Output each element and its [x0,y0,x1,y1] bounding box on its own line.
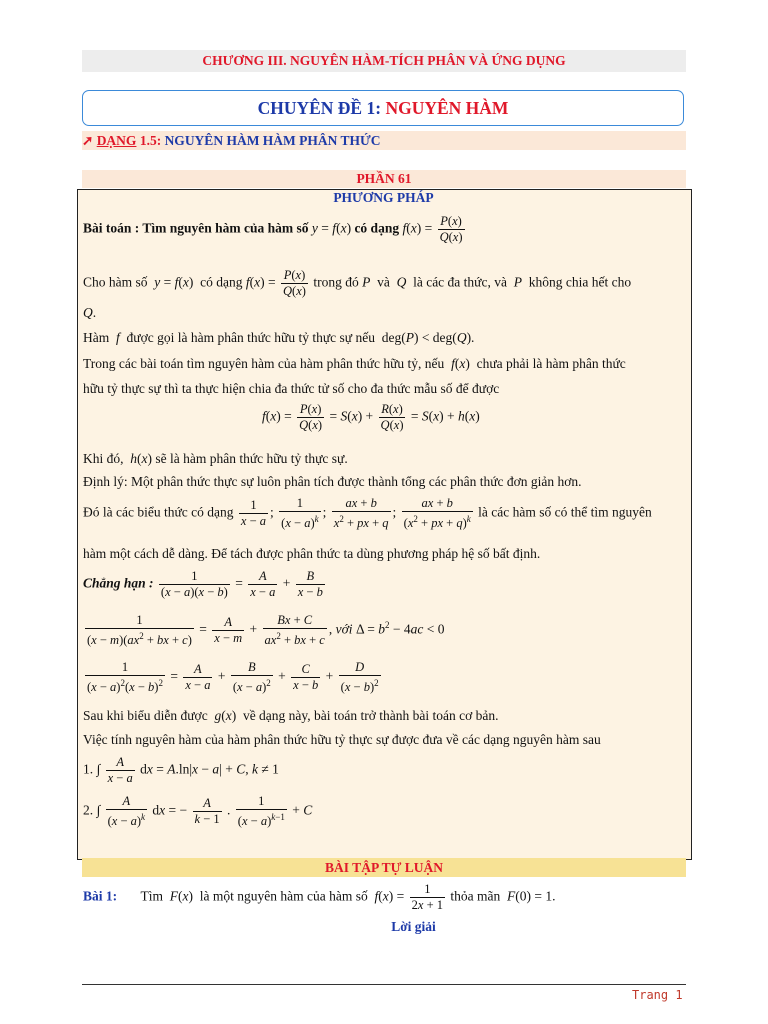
solution-label: Lời giải [391,919,436,934]
fraction-simple-1: $\frac{1}{x - a}$ [240,498,267,529]
fraction-pq: $\frac{P(x)}{Q(x)}$ [283,268,306,298]
text-fragment: và [377,274,390,290]
item-number: 1. [83,761,94,777]
example-3: $\frac{1}{(x - a)^2(x - b)^2}$ = $\frac{A}{x - a}$ + $\frac{B}{(x - a)^2}$ + $\frac{C}{x - b}$ + $\frac{D}{(x - b)^2}$ [87,660,379,695]
text-line: Sau khi biểu diễn được g(x) về dạng này, bài toán trở thành bài toán cơ bản. [83,708,499,723]
division-formula: f(x) = $\frac{P(x)}{Q(x)}$ = S(x) + $\frac{R(x)}{Q(x)}$ = S(x) + h(x) [262,402,480,432]
dang-heading [82,131,686,150]
fraction-pq: $\frac{P(x)}{Q(x)}$ [299,402,323,432]
example-1: Chẳng hạn : $\frac{1}{(x - a)(x - b)}$ = $\frac{A}{x - a}$ + $\frac{B}{x - b}$ [83,569,323,599]
exercise-heading: BÀI TẬP TỰ LUẬN [82,858,686,877]
problem-statement: Bài toán : Tìm nguyên hàm của hàm số y = f(x) có dạng f(x) = $\frac{P(x)}{Q(x)}$ [83,214,463,244]
dang-title: NGUYÊN HÀM HÀM PHÂN THỨC [164,133,381,148]
text-fragment: Cho hàm số [83,274,148,290]
fraction: $\frac{1}{2x + 1}$ [411,882,443,912]
method-title: PHƯƠNG PHÁP [333,190,434,205]
text-line: Trong các bài toán tìm nguyên hàm của hàm phân thức hữu tỷ, nếu f(x) chưa phải là hàm phân thức [83,356,626,371]
fraction: $\frac{A}{x - a}$ [250,569,276,599]
fraction-simple-3: $\frac{ax + b}{x^2 + px + q}$ [333,496,389,531]
with-label: với [335,621,353,637]
fraction-pq: $\frac{P(x)}{Q(x)}$ [439,214,463,244]
exercise-label: Bài 1: [83,888,118,904]
fraction: $\frac{A}{x - a}$ [107,755,133,785]
fraction: $\frac{1}{(x - m)(ax^2 + bx + c)}$ [87,613,192,648]
text-fragment: Hàm [83,330,110,345]
text-line: Q. [83,305,97,320]
fraction: $\frac{1}{(x - a)(x - b)}$ [160,569,228,599]
exercise-1: Bài 1: Tìm F(x) là một nguyên hàm của hàm số f(x) = $\frac{1}{2x + 1}$ thỏa mãn F(0) = 1. [83,882,556,912]
footer-divider [82,984,686,985]
formula-1: 1. ∫ $\frac{A}{x - a}$ dx = A.ln|x − a| + C, k ≠ 1 [83,755,279,785]
fraction: $\frac{A}{x - m}$ [214,615,243,646]
fraction-simple-4: $\frac{ax + b}{(x^2 + px + q)^k}$ [403,496,471,531]
dang-number: 1.5: [139,133,162,148]
text-fragment: chưa phải là hàm phân thức [476,356,626,371]
item-number: 2. [83,802,94,818]
text-fragment: trong đó [313,274,359,290]
text-fragment: là các đa thức, và [413,274,507,290]
pointer-icon: ➚ [82,133,94,148]
simple-fractions-line: Đó là các biểu thức có dạng $\frac{1}{x - a}$ ; $\frac{1}{(x - a)^k}$ ; $\frac{ax + b}{x^2 + px + q}$ ; $\frac{ax + b}{(x^2 + px + q)^k}$ là các hàm số có thể tìm nguyên [83,496,652,531]
problem-label: Bài toán : Tìm nguyên hàm của hàm số [83,220,309,236]
text-line: hữu tỷ thực sự thì ta thực hiện chia đa thức tử số cho đa thức mẫu số để được [83,381,500,396]
fraction-simple-2: $\frac{1}{(x - a)^k}$ [281,496,319,531]
text-fragment: sẽ là hàm phân thức hữu tỷ thực sự. [155,451,348,466]
text-line: hàm một cách dễ dàng. Để tách được phân thức ta dùng phương pháp hệ số bất định. [83,546,541,561]
proper-fraction-line: Hàm f được gọi là hàm phân thức hữu tỷ thực sự nếu deg(P) < deg(Q). [83,330,475,345]
fraction: $\frac{C}{x - b}$ [293,662,319,693]
definition-line: Cho hàm số y = f(x) có dạng f(x) = $\frac{P(x)}{Q(x)}$ trong đó P và Q là các đa thức, và P không chia hết cho [83,268,632,298]
text-fragment: Sau khi biểu diễn được [83,708,208,723]
text-fragment: được gọi là hàm phân thức hữu tỷ thực sự nếu [126,330,375,345]
fraction: $\frac{D}{(x - b)^2}$ [340,660,379,695]
text-line: Việc tính nguyên hàm của hàm phân thức hữu tỷ thực sự được đưa về các dạng nguyên hàm sau [83,732,601,747]
text-fragment: Tìm [140,888,164,904]
formula-2: 2. ∫ $\frac{A}{(x - a)^k}$ dx = − $\frac{A}{k - 1}$ . $\frac{1}{(x - a)^{k-1}}$ + C [83,794,313,829]
fraction: $\frac{B}{(x - a)^2}$ [232,660,271,695]
fraction: $\frac{A}{x - a}$ [185,662,211,693]
example-label: Chẳng hạn : [83,575,154,591]
topic-title [82,90,684,126]
dang-label: DẠNG [96,133,137,148]
text-fragment: có dạng [200,274,243,290]
part-label: PHẦN 61 [82,170,686,188]
text-line: Khi đó, h(x) sẽ là hàm phân thức hữu tỷ thực sự. [83,451,348,466]
example-2: $\frac{1}{(x - m)(ax^2 + bx + c)}$ = $\frac{A}{x - m}$ + $\frac{Bx + C}{ax^2 + bx + c}$ , với $\Delta = b^2 - 4ac < 0$ [87,613,445,648]
page-number: Trang 1 [632,988,683,1002]
theorem-line: Định lý: Một phân thức thực sự luôn phân tích được thành tổng các phân thức đơn giản hơn. [83,474,582,489]
fraction: $\frac{Bx + C}{ax^2 + bx + c}$ [264,613,325,648]
text-fragment: Đó là các biểu thức có dạng [83,504,234,520]
fraction-rq: $\frac{R(x)}{Q(x)}$ [380,402,404,432]
text-fragment: không chia hết cho [528,274,632,290]
has-form-label: có dạng [354,220,400,236]
text-fragment: thỏa mãn [450,888,501,904]
fraction: $\frac{1}{(x - a)^2(x - b)^2}$ [87,660,163,695]
text-fragment: về dạng này, bài toán trở thành bài toán cơ bản. [242,708,499,723]
fraction: $\frac{1}{(x - a)^{k-1}}$ [237,794,285,829]
fraction: $\frac{B}{x - b}$ [297,569,323,599]
fraction: $\frac{A}{(x - a)^k}$ [107,794,146,829]
text-fragment: Trong các bài toán tìm nguyên hàm của hàm phân thức hữu tỷ, nếu [83,356,445,371]
text-fragment: là một nguyên hàm của hàm số [199,888,368,904]
text-fragment: là các hàm số có thể tìm nguyên [478,504,652,520]
topic-name: NGUYÊN HÀM [385,98,509,118]
text-fragment: Khi đó, [83,451,124,466]
topic-prefix: CHUYÊN ĐỀ 1: [257,98,382,118]
chapter-title: CHƯƠNG III. NGUYÊN HÀM-TÍCH PHÂN VÀ ỨNG DỤNG [82,50,686,72]
fraction: $\frac{A}{k - 1}$ [194,796,220,827]
